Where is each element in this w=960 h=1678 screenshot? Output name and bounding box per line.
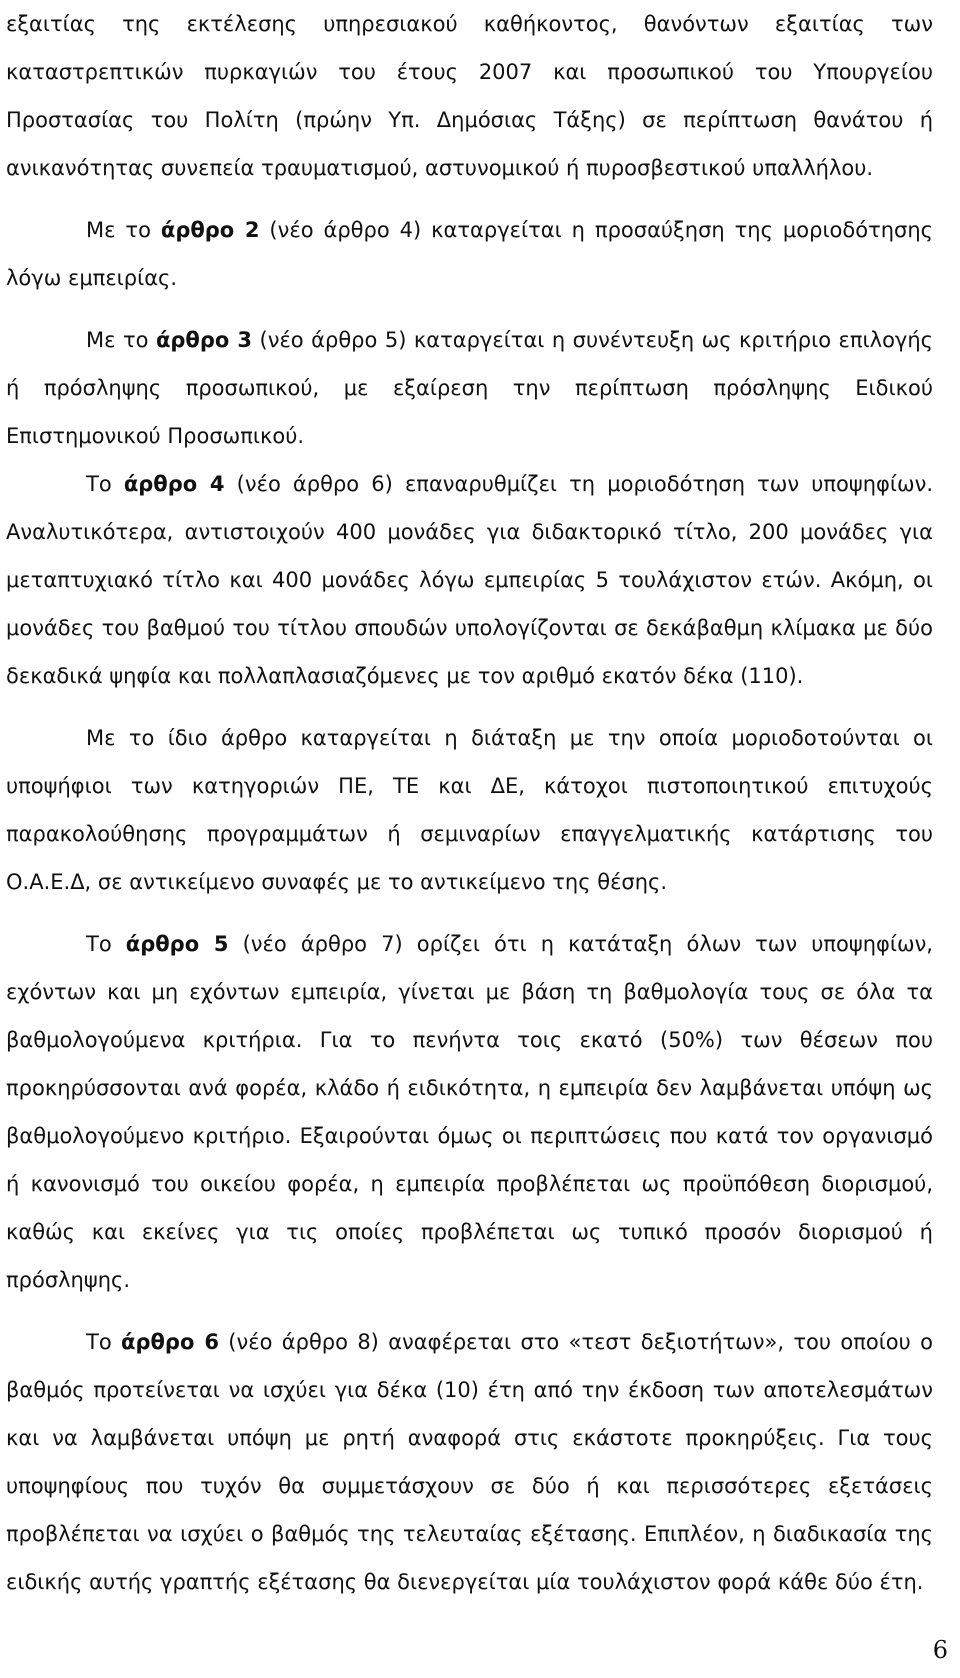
paragraph-6 bbox=[6, 920, 933, 1304]
article-6-heading: άρθρο 6 bbox=[121, 1330, 219, 1354]
article-2-heading: άρθρο 2 bbox=[160, 218, 260, 242]
paragraph-4-text: (νέο άρθρο 6) επαναρυθμίζει τη μοριοδότηση των υποψηφίων. Αναλυτικότερα, αντιστοιχούν 400 μονάδες για διδακτορικό τίτλο, 200 μονάδες για μεταπτυχιακό τίτλο και 400 μονάδες λόγω εμπειρίας 5 τουλάχιστον ετών. Ακόμη, οι μονάδες του βαθμού του τίτλου σπουδών υπολογίζονται σε δεκάβαθμη κλίμακα με δύο δεκαδικά ψηφία και πολλαπλασιαζόμενες με τον αριθμό εκατόν δέκα (110). bbox=[6, 472, 933, 688]
paragraph-5 bbox=[6, 714, 933, 906]
paragraph-2-lead: Με το bbox=[86, 218, 161, 242]
article-4-heading: άρθρο 4 bbox=[123, 472, 225, 496]
paragraph-4-lead: Το bbox=[86, 472, 124, 496]
paragraph-2 bbox=[6, 206, 933, 302]
paragraph-1 bbox=[6, 0, 933, 192]
article-3-heading: άρθρο 3 bbox=[155, 328, 253, 352]
paragraph-7-text: (νέο άρθρο 8) αναφέρεται στο «τεστ δεξιοτήτων», του οποίου ο βαθμός προτείνεται να ισχύει για δέκα (10) έτη από την έκδοση των αποτελεσμάτων και να λαμβάνεται υπόψη με ρητή αναφορά στις εκάστοτε προκηρύξεις. Για τους υποψηφίους που τυχόν θα συμμετάσχουν σε δύο ή και περισσότερες εξετάσεις προβλέπεται να ισχύει ο βαθμός της τελευταίας εξέτασης. Επιπλέον, η διαδικασία της ειδικής αυτής γραπτής εξέτασης θα διενεργείται μία τουλάχιστον φορά κάθε δύο έτη. bbox=[6, 1330, 933, 1594]
paragraph-3-lead: Με το bbox=[86, 328, 156, 352]
paragraph-5-text: Με το ίδιο άρθρο καταργείται η διάταξη με την οποία μοριοδοτούνται οι υποψήφιοι των κατηγοριών ΠΕ, ΤΕ και ΔΕ, κάτοχοι πιστοποιητικού επιτυχούς παρακολούθησης προγραμμάτων ή σεμιναρίων επαγγελματικής κατάρτισης του Ο.Α.Ε.Δ, σε αντικείμενο συναφές με το αντικείμενο της θέσης. bbox=[6, 726, 933, 894]
article-5-heading: άρθρο 5 bbox=[125, 932, 229, 956]
paragraph-3-text: (νέο άρθρο 5) καταργείται η συνέντευξη ως κριτήριο επιλογής ή πρόσληψης προσωπικού, με εξαίρεση την περίπτωση πρόσληψης Ειδικού Επιστημονικού Προσωπικού. bbox=[6, 328, 933, 448]
page-number: 6 bbox=[932, 1636, 948, 1664]
paragraph-7-lead: Το bbox=[86, 1330, 122, 1354]
document-body bbox=[6, 0, 933, 1606]
paragraph-3 bbox=[6, 316, 933, 460]
paragraph-6-text: (νέο άρθρο 7) ορίζει ότι η κατάταξη όλων των υποψηφίων, εχόντων και μη εχόντων εμπειρία, γίνεται με βάση τη βαθμολογία τους σε όλα τα βαθμολογούμενα κριτήρια. Για το πενήντα τοις εκατό (50%) των θέσεων που προκηρύσσονται ανά φορέα, κλάδο ή ειδικότητα, η εμπειρία δεν λαμβάνεται υπόψη ως βαθμολογούμενο κριτήριο. Εξαιρούνται όμως οι περιπτώσεις που κατά τον οργανισμό ή κανονισμό του οικείου φορέα, η εμπειρία προβλέπεται ως προϋπόθεση διορισμού, καθώς και εκείνες για τις οποίες προβλέπεται ως τυπικό προσόν διορισμού ή πρόσληψης. bbox=[6, 932, 933, 1292]
paragraph-7 bbox=[6, 1318, 933, 1606]
paragraph-2-text: (νέο άρθρο 4) καταργείται η προσαύξηση της μοριοδότησης λόγω εμπειρίας. bbox=[6, 218, 933, 290]
paragraph-4 bbox=[6, 460, 933, 700]
paragraph-6-lead: Το bbox=[86, 932, 126, 956]
paragraph-1-text: εξαιτίας της εκτέλεσης υπηρεσιακού καθήκοντος, θανόντων εξαιτίας των καταστρεπτικών πυρκαγιών του έτους 2007 και προσωπικού του Υπουργείου Προστασίας του Πολίτη (πρώην Υπ. Δημόσιας Τάξης) σε περίπτωση θανάτου ή ανικανότητας συνεπεία τραυματισμού, αστυνομικού ή πυροσβεστικού υπαλλήλου. bbox=[6, 12, 933, 180]
